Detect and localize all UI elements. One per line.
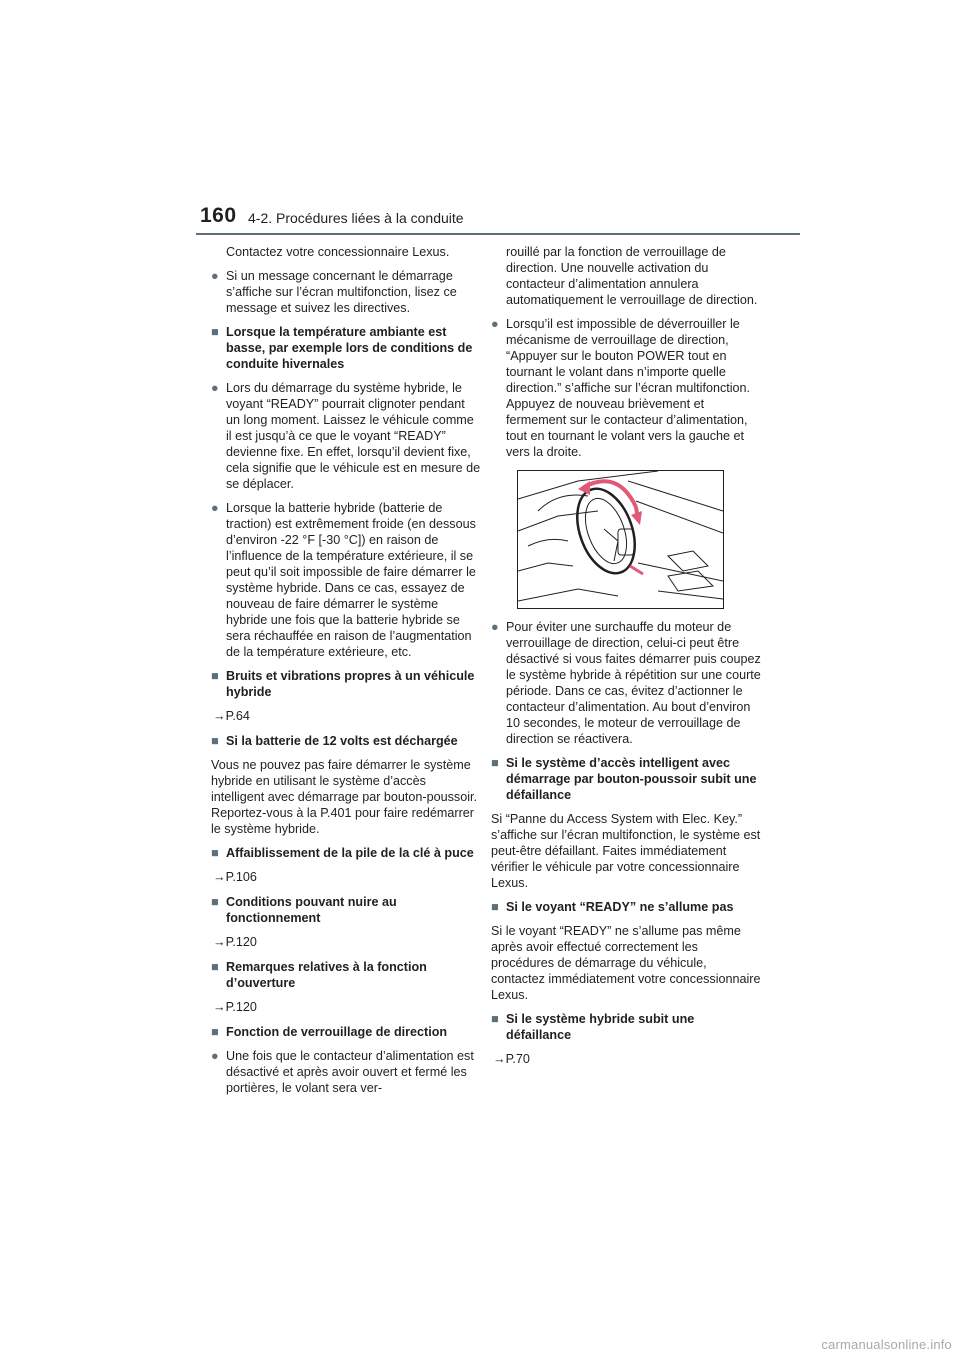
subheading-text: Remarques relatives à la fonction d’ouverture [226, 960, 427, 990]
right-column [491, 244, 761, 1076]
bullet-text: Si un message concernant le démarrage s’affiche sur l’écran multifonction, lisez ce message et suivez les directives. [226, 269, 457, 315]
watermark: carmanualsonline.info [821, 1337, 952, 1352]
subheading-text: Affaiblissement de la pile de la clé à puce [226, 846, 474, 860]
subheading [211, 894, 481, 926]
bullet-text: Lorsque la batterie hybride (batterie de traction) est extrêmement froide (en dessous d’environ -22 °F [-30 °C]) en raison de l’influence de la température extérieure, il se peut qu’il soit impossible de faire démarrer le système hybride. Dans ce cas, essayez de nouveau de faire démarrer le système hybride une fois que la batterie hybride se sera réchauffée en raison de l’augmentation de la température extérieure, etc. [226, 501, 476, 659]
subheading [491, 899, 761, 915]
bullet-icon: ● [211, 269, 219, 283]
bullet-text: Une fois que le contacteur d’alimentation est désactivé et après avoir ouvert et fermé les portières, le volant sera ver- [226, 1049, 474, 1095]
bullet-item [211, 500, 481, 660]
bullet-icon: ● [211, 381, 219, 395]
square-icon: ■ [211, 960, 219, 974]
square-icon: ■ [211, 895, 219, 909]
subheading [211, 959, 481, 991]
bullet-icon: ● [211, 1049, 219, 1063]
bullet-icon: ● [211, 501, 219, 515]
paragraph: Si “Panne du Access System with Elec. Key.” s’affiche sur l’écran multifonction, le système est peut-être défaillant. Faites immédiatement vérifier le véhicule par votre concessionnaire Lexus. [491, 812, 761, 890]
square-icon: ■ [211, 846, 219, 860]
subheading [211, 1024, 481, 1040]
bullet-item [211, 268, 481, 316]
page-reference: →P.64 [213, 709, 250, 723]
subheading-text: Fonction de verrouillage de direction [226, 1025, 448, 1039]
bullet-icon: ● [491, 317, 499, 331]
section-title: 4-2. Procédures liées à la conduite [248, 210, 464, 226]
square-icon: ■ [211, 669, 219, 683]
steering-wheel-illustration [517, 470, 724, 609]
page-header [0, 0, 960, 240]
paragraph: Si le voyant “READY” ne s’allume pas même après avoir effectué correctement les procédures de démarrage du véhicule, contactez immédiatement votre concessionnaire Lexus. [491, 924, 761, 1002]
left-column [211, 244, 481, 1104]
header-rule [196, 233, 800, 235]
paragraph: Appuyez de nouveau brièvement et fermement sur le contacteur d’alimentation, tout en tournant le volant vers la gauche et vers la droite. [506, 397, 748, 459]
subheading-text: Si le système hybride subit une défaillance [506, 1012, 695, 1042]
steering-wheel-drawing [518, 471, 723, 608]
paragraph: Contactez votre concessionnaire Lexus. [226, 245, 450, 259]
bullet-item [491, 316, 761, 396]
page-reference: →P.106 [213, 870, 257, 884]
bullet-item [211, 380, 481, 492]
subheading-text: Si la batterie de 12 volts est déchargée [226, 734, 458, 748]
subheading-text: Lorsque la température ambiante est basse, par exemple lors de conditions de conduite hivernales [226, 325, 473, 371]
page-number: 160 [200, 204, 237, 227]
paragraph: rouillé par la fonction de verrouillage de direction. Une nouvelle activation du contacteur d’alimentation annulera automatiquement le verrouillage de direction. [506, 245, 758, 307]
subheading-text: Si le système d’accès intelligent avec démarrage par bouton-poussoir subit une défaillance [506, 756, 757, 802]
subheading-text: Conditions pouvant nuire au fonctionnement [226, 895, 397, 925]
subheading [211, 324, 481, 372]
bullet-text: Lorsqu’il est impossible de déverrouiller le mécanisme de verrouillage de direction, “Appuyer sur le bouton POWER tout en tournant le volant dans n’importe quelle direction.” s’affiche sur l’écran multifonction. [506, 317, 751, 395]
bullet-text: Pour éviter une surchauffe du moteur de verrouillage de direction, celui-ci peut être désactivé si vous faites démarrer puis coupez le système hybride à répétition sur une courte période. Dans ce cas, évitez d’actionner le contacteur d’alimentation. Au bout d’environ 10 secondes, le moteur de verrouillage de direction se réactivera. [506, 620, 761, 746]
square-icon: ■ [491, 756, 499, 770]
subheading-text: Si le voyant “READY” ne s’allume pas [506, 900, 734, 914]
bullet-item [491, 619, 761, 747]
square-icon: ■ [211, 1025, 219, 1039]
subheading [211, 668, 481, 700]
page-reference: →P.70 [493, 1052, 530, 1066]
square-icon: ■ [491, 1012, 499, 1026]
subheading [211, 733, 481, 749]
bullet-text: Lors du démarrage du système hybride, le voyant “READY” pourrait clignoter pendant un long moment. Laissez le véhicule comme il est jusqu’à ce que le voyant “READY” devienne fixe. En effet, lorsqu’il devient fixe, cela signifie que le véhicule est en mesure de se déplacer. [226, 381, 481, 491]
square-icon: ■ [211, 325, 219, 339]
subheading [491, 755, 761, 803]
square-icon: ■ [491, 900, 499, 914]
bullet-icon: ● [491, 620, 499, 634]
paragraph: Vous ne pouvez pas faire démarrer le système hybride en utilisant le système d’accès intelligent avec démarrage par bouton-poussoir. Reportez-vous à la P.401 pour faire redémarrer le système hybride. [211, 758, 478, 836]
subheading [211, 845, 481, 861]
subheading-text: Bruits et vibrations propres à un véhicule hybride [226, 669, 475, 699]
page-reference: →P.120 [213, 1000, 257, 1014]
subheading [491, 1011, 761, 1043]
square-icon: ■ [211, 734, 219, 748]
page-reference: →P.120 [213, 935, 257, 949]
bullet-item [211, 1048, 481, 1096]
